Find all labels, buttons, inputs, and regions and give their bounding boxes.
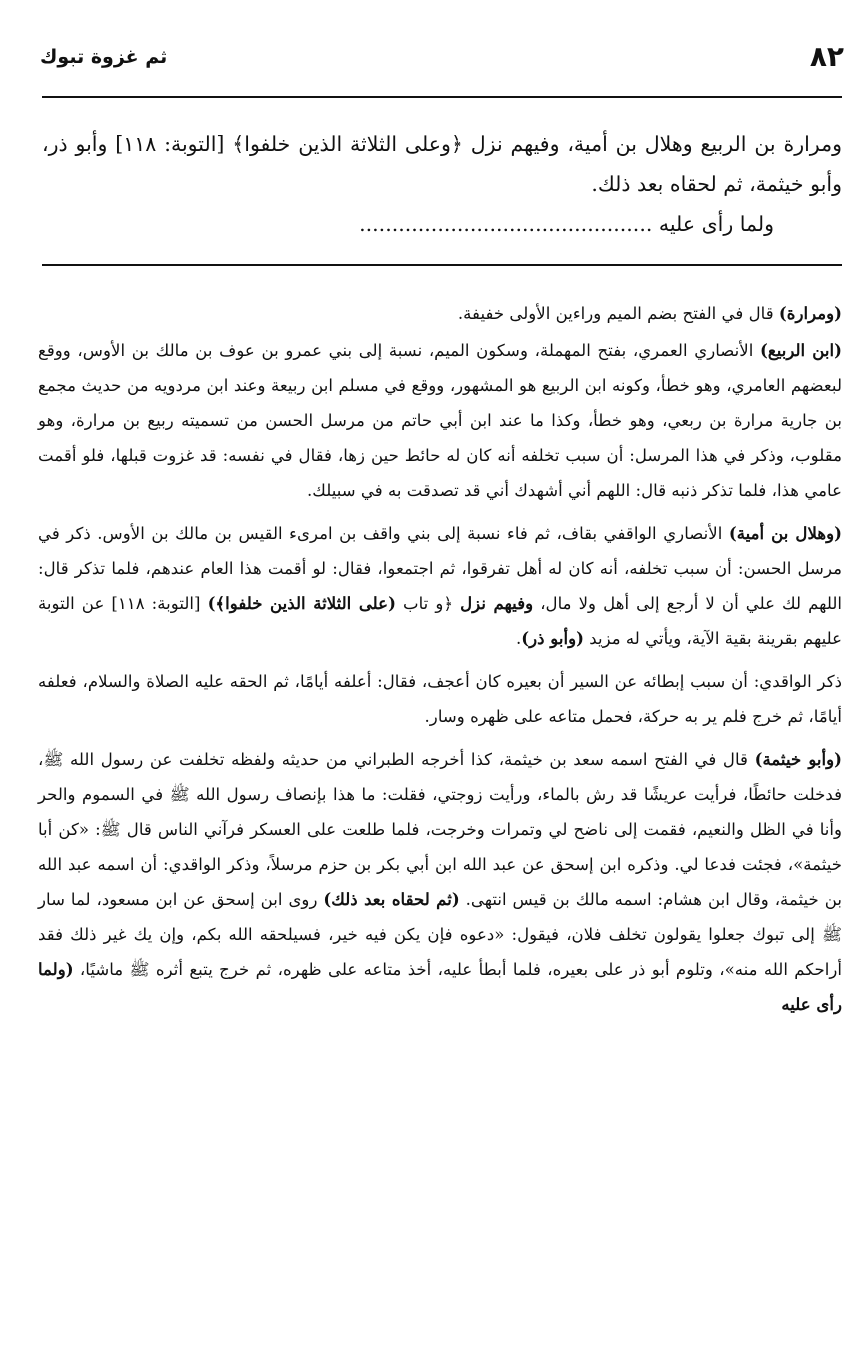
running-title: ثم غزوة تبوك bbox=[40, 46, 168, 68]
commentary-lemma: (وأبو خيثمة) bbox=[754, 749, 842, 769]
commentary-text: ذكر الواقدي: أن سبب إبطائه عن السير أن بعيره كان أعجف، فقال: أعلفه أيامًا، ثم الحقه عليه الصلاة والسلام، فعلفه أيامًا، ثم خرج فلم ير به حركة، فحمل متاعه على ظهره وسار. bbox=[38, 672, 842, 726]
commentary-text: . bbox=[515, 629, 522, 648]
commentary-lemma: (ابن الربيع) bbox=[760, 340, 842, 360]
commentary-lemma: (ولما رأى عليه bbox=[38, 959, 842, 1014]
section-divider bbox=[42, 264, 842, 266]
main-text bbox=[42, 124, 842, 244]
commentary-text: روى ابن إسحق عن ابن مسعود، لما سار ﷺ إلى تبوك جعلوا يقولون تخلف فلان، فيقول: «دعوه فإن يكن فيه خير، فسيلحقه الله بكم، وإن يك غير ذلك فقد أراحكم الله منه»، وتلوم أبو ذر على بعيره، فلما أبطأ عليه، أخذ متاعه على ظهره، ثم خرج يتبع أثره ﷺ ماشيًا، bbox=[38, 890, 842, 979]
commentary-lemma: (ثم لحقاه بعد ذلك) bbox=[323, 889, 460, 909]
commentary-text: قال في الفتح اسمه سعد بن خيثمة، كذا أخرجه الطبراني من حديثه ولفظه تخلفت عن رسول الله ﷺ، فدخلت حائطًا، فرأيت عريشًا قد رش بالماء، ورأيت زوجتي، فقلت: ما هذا بإنصاف رسول الله ﷺ في السموم والحر وأنا في الظل والنعيم، فقمت إلى ناضح لي وتمرات وخرجت، فلما طلعت على العسكر فرآني الناس قال ﷺ: «كن أبا خيثمة»، فجئت فدعا لي. وذكره ابن إسحق عن عبد الله ابن أبي بكر بن حزم مرسلاً، وذكر الواقدي: أن اسمه عبد الله بن خيثمة، وقال ابن هشام: اسمه مالك بن قيس انتهى. bbox=[38, 750, 842, 909]
main-text-paragraph bbox=[42, 124, 842, 204]
commentary-paragraph bbox=[38, 516, 842, 656]
commentary-text: الأنصاري الواقفي بقاف، ثم فاء نسبة إلى بني واقف بن امرىء القيس بن مالك بن الأوس. ذكر في مرسل الحسن: أن سبب تخلفه، أنه كان له أهل تفرقوا، ثم اجتمعوا، فقال: لو أقمت هذا العام عندهم، فلما تذكر قال: اللهم لك علي أن لا أرجع إلى أهل ولا مال، bbox=[38, 524, 842, 613]
main-text-continuation bbox=[42, 204, 842, 244]
commentary-text: الأنصاري العمري، بفتح المهملة، وسكون الميم، نسبة إلى بني عمرو بن عوف بن مالك بن الأوس، ووقع لبعضهم العامري، وهو خطأ، وكونه ابن الربيع هو المشهور، ووقع في مسلم ابن ربيعة وعند ابن مردويه من حديث مجمع بن جارية مرارة بن ربعي، وهو خطأ، وكذا ما عند ابن أبي حاتم من مرسل الحسن من تسميته ربيع بن مرارة، وهو مقلوب، وذكر في هذا المرسل: أن سبب تخلفه أنه كان له حائط حين زها، فقال في نفسه: قد غزوت قبلها، فلو أقمت عامي هذا، فلما تذكر ذنبه قال: اللهم أني أشهدك أني قد تصدقت به في سبيلك. bbox=[38, 341, 842, 500]
commentary-lemma: (وهلال بن أمية) bbox=[728, 523, 842, 543]
header-rule bbox=[42, 96, 842, 98]
commentary-lemma: وفيهم نزل bbox=[460, 593, 534, 613]
commentary-paragraph bbox=[38, 333, 842, 508]
commentary-lemma: (ومرارة) bbox=[778, 303, 842, 323]
commentary bbox=[38, 296, 842, 1024]
commentary-lemma: (وأبو ذر) bbox=[521, 628, 584, 648]
commentary-text: قال في الفتح بضم الميم وراءين الأولى خفيفة. bbox=[457, 304, 779, 323]
commentary-paragraph bbox=[38, 742, 842, 1022]
commentary-text: [التوبة: ١١٨] عن التوبة عليهم بقرينة بقية الآية، ويأتي له مزيد bbox=[38, 594, 842, 648]
main-text-p2: ولما رأى عليه ............................................. bbox=[359, 212, 774, 236]
commentary-lemma: (على الثلاثة الذين خلفوا﴾) bbox=[207, 593, 396, 613]
commentary-paragraph bbox=[38, 664, 842, 734]
page-header bbox=[40, 40, 844, 80]
commentary-paragraph bbox=[38, 296, 842, 331]
commentary-text: ﴿و تاب bbox=[395, 594, 461, 613]
page-number: ٨٢ bbox=[809, 40, 844, 73]
main-text-p1: ومرارة بن الربيع وهلال بن أمية، وفيهم نزل ﴿وعلى الثلاثة الذين خلفوا﴾ [التوبة: ١١٨] وأبو ذر، وأبو خيثمة، ثم لحقاه بعد ذلك. bbox=[42, 132, 842, 196]
